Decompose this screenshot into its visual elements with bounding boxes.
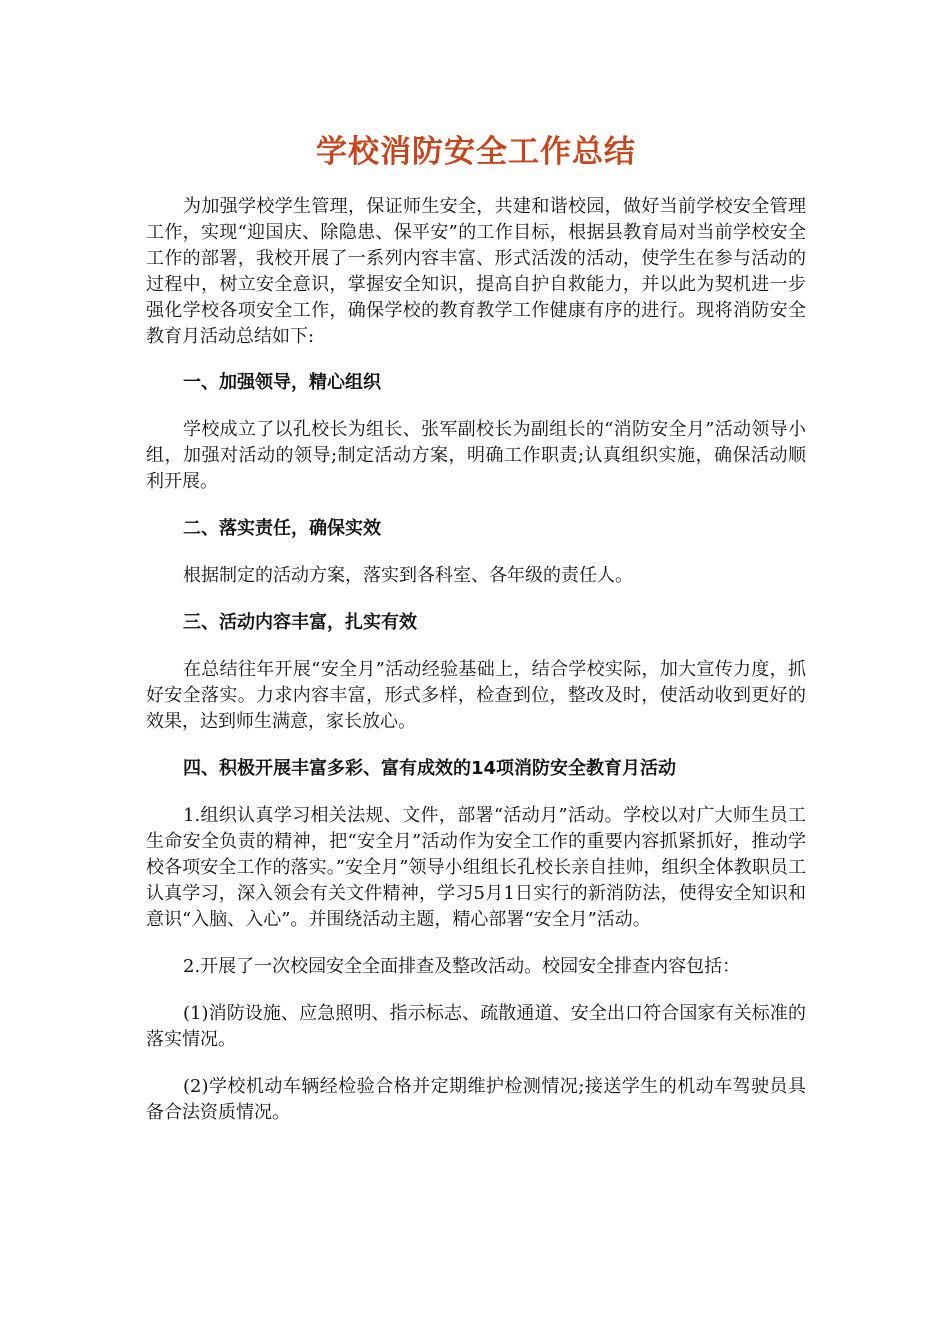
section-heading-4: 四、积极开展丰富多彩、富有成效的14项消防安全教育月活动	[183, 758, 677, 779]
activity-item-1: 1.组织认真学习相关法规、文件，部署“活动月”活动。学校以对广大师生员工生命安全负责的精神，把“安全月”活动作为安全工作的重要内容抓紧抓好，推动学校各项安全工作的落实。”安全月”领导小组组长孔校长亲自挂帅，组织全体教职员工认真学习，深入领会有关文件精神，学习5月1日实行的新消防法，使得安全知识和意识“入脑、入心”。并围绕活动主题，精心部署“安全月”活动。	[146, 805, 806, 930]
section-body-2: 根据制定的活动方案，落实到各科室、各年级的责任人。	[183, 565, 633, 586]
document-content	[146, 132, 806, 1147]
section-heading-2: 二、落实责任，确保实效	[183, 518, 381, 539]
section-heading-1: 一、加强领导，精心组织	[183, 372, 381, 393]
inspection-item-2: (2)学校机动车辆经检验合格并定期维护检测情况;接送学生的机动车驾驶员具备合法资质情况。	[146, 1076, 806, 1123]
section-body-1: 学校成立了以孔校长为组长、张军副校长为副组长的“消防安全月”活动领导小组，加强对活动的领导;制定活动方案，明确工作职责;认真组织实施，确保活动顺利开展。	[146, 419, 806, 492]
activity-item-2: 2.开展了一次校园安全全面排查及整改活动。校园安全排查内容包括：	[183, 956, 741, 977]
document-title: 学校消防安全工作总结	[316, 134, 636, 170]
section-heading-3: 三、活动内容丰富，扎实有效	[183, 612, 417, 633]
intro-paragraph: 为加强学校学生管理，保证师生安全，共建和谐校园，做好当前学校安全管理工作，实现“迎国庆、除隐患、保平安”的工作目标，根据县教育局对当前学校安全工作的部署，我校开展了一系列内容丰富、形式活泼的活动，使学生在参与活动的过程中，树立安全意识，掌握安全知识，提高自护自救能力，并以此为契机进一步强化学校各项安全工作，确保学校的教育教学工作健康有序的进行。现将消防安全教育月活动总结如下:	[146, 196, 806, 347]
inspection-item-1: (1)消防设施、应急照明、指示标志、疏散通道、安全出口符合国家有关标准的落实情况。	[146, 1003, 806, 1050]
section-body-3: 在总结往年开展“安全月”活动经验基础上，结合学校实际，加大宣传力度，抓好安全落实。力求内容丰富，形式多样，检查到位，整改及时，使活动收到更好的效果，达到师生满意，家长放心。	[146, 659, 806, 732]
